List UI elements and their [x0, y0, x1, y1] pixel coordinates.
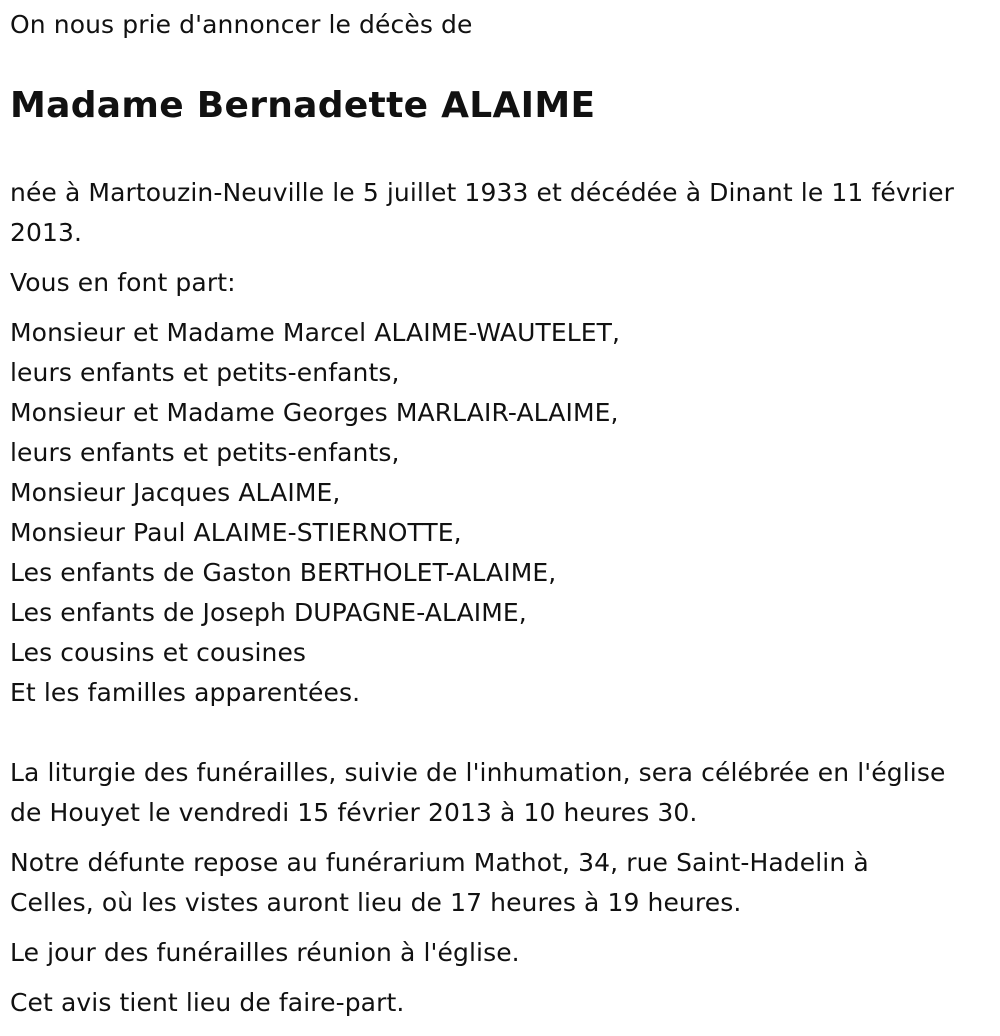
liturgy-line-1: La liturgie des funérailles, suivie de l'inhumation, sera célébrée en l'église	[10, 758, 946, 787]
family-line: Monsieur et Madame Marcel ALAIME-WAUTELET,	[10, 318, 621, 347]
family-line: leurs enfants et petits-enfants,	[10, 438, 400, 467]
family-line: leurs enfants et petits-enfants,	[10, 358, 400, 387]
family-line: Les enfants de Joseph DUPAGNE-ALAIME,	[10, 598, 527, 627]
family-line: Monsieur Jacques ALAIME,	[10, 478, 341, 507]
family-line: Les enfants de Gaston BERTHOLET-ALAIME,	[10, 558, 557, 587]
birth-death-line-2: 2013.	[10, 218, 83, 247]
liturgy-line-2: de Houyet le vendredi 15 février 2013 à 10 heures 30.	[10, 798, 698, 827]
intro-text: On nous prie d'annoncer le décès de	[10, 10, 473, 39]
birth-death-line-1: née à Martouzin-Neuville le 5 juillet 1933 et décédée à Dinant le 11 février	[10, 178, 955, 207]
deceased-name: Madame Bernadette ALAIME	[10, 85, 596, 126]
family-line: Monsieur Paul ALAIME-STIERNOTTE,	[10, 518, 462, 547]
closing-text: Cet avis tient lieu de faire-part.	[10, 988, 405, 1017]
rest-line-1: Notre défunte repose au funérarium Mathot, 34, rue Saint-Hadelin à	[10, 848, 869, 877]
meeting-text: Le jour des funérailles réunion à l'église.	[10, 938, 520, 967]
notice-intro: Vous en font part:	[10, 268, 236, 297]
rest-line-2: Celles, où les vistes auront lieu de 17 heures à 19 heures.	[10, 888, 742, 917]
family-line: Monsieur et Madame Georges MARLAIR-ALAIME,	[10, 398, 619, 427]
family-line: Les cousins et cousines	[10, 638, 307, 667]
family-line: Et les familles apparentées.	[10, 678, 361, 707]
